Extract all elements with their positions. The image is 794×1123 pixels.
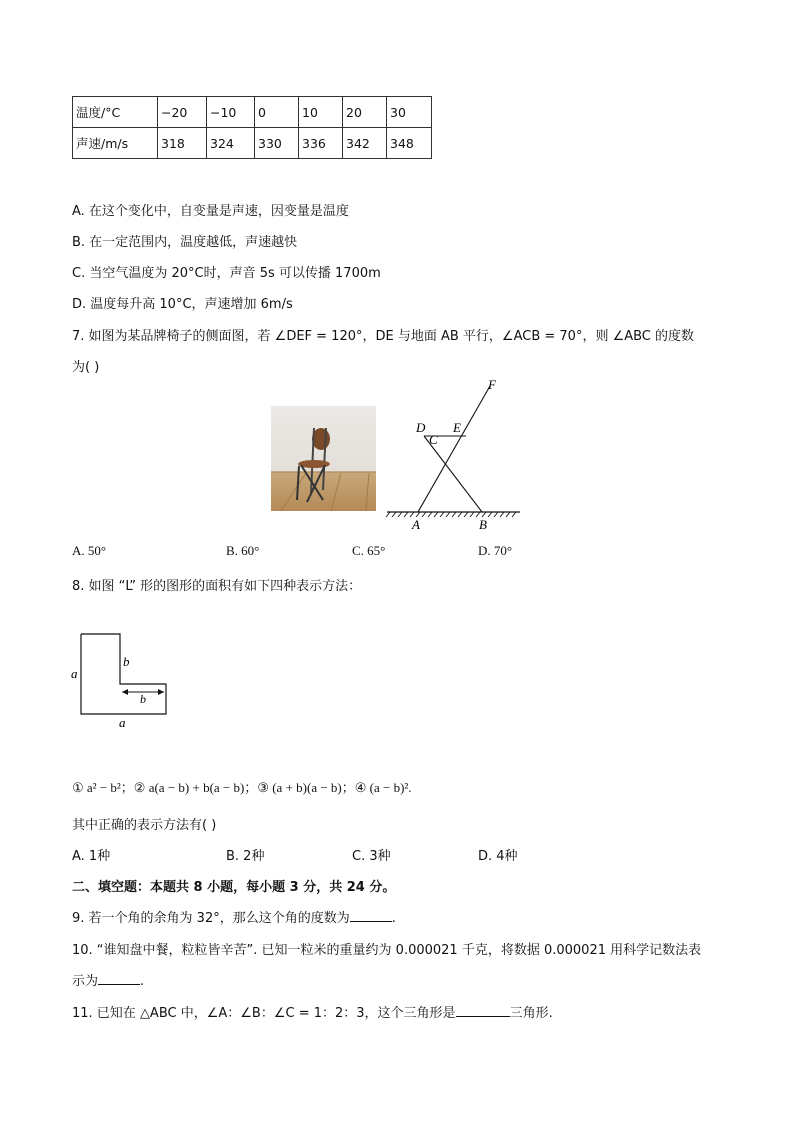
q8-option-a: A. 1种 <box>72 849 111 864</box>
q6-option-a: A. 在这个变化中，自变量是声速，因变量是温度 <box>72 204 349 219</box>
table-row <box>73 97 432 128</box>
answer-blank <box>456 1004 510 1017</box>
q10-text: 示为 <box>72 974 99 989</box>
q7-option-c: C. 65° <box>352 543 386 558</box>
q10-line1: 10. “谁知盘中餐，粒粒皆辛苦”. 已知一粒米的重量约为 0.000021 千克，将数据 0.000021 用科学记数法表 <box>72 943 702 958</box>
label-c: C <box>429 432 438 447</box>
table-row <box>73 128 432 159</box>
q8-option-b: B. 2种 <box>226 849 265 864</box>
q8-question: 其中正确的表示方法有( ) <box>72 818 217 833</box>
label-d: D <box>416 420 426 435</box>
q11 <box>72 1002 553 1021</box>
table-cell: 336 <box>299 128 343 159</box>
table-cell: 0 <box>255 97 299 128</box>
q7-stem-line1: 7. 如图为某品牌椅子的侧面图，若 ∠DEF = 120°，DE 与地面 AB 平行，∠ACB = 70°，则 ∠ABC 的度数 <box>72 329 695 344</box>
chair-geometry-figure <box>384 374 524 534</box>
answer-blank <box>350 909 392 922</box>
q8-option-c: C. 3种 <box>352 849 391 864</box>
q11-text: 11. 已知在 △ABC 中，∠A：∠B：∠C = 1：2：3，这个三角形是 <box>72 1006 456 1021</box>
q9-end: . <box>391 911 396 926</box>
label-a: A <box>412 517 420 532</box>
section-heading: 二、填空题：本题共 8 小题，每小题 3 分，共 24 分。 <box>72 880 396 895</box>
q9 <box>72 907 396 926</box>
table-cell: 温度/°C <box>73 97 158 128</box>
q8-expressions: ① a² − b²；② a(a − b) + b(a − b)；③ (a + b)(a − b)；④ (a − b)². <box>72 780 412 795</box>
label-e: E <box>453 420 461 435</box>
q10-line2 <box>72 970 144 989</box>
q6-option-c: C. 当空气温度为 20°C时，声音 5s 可以传播 1700m <box>72 266 381 281</box>
q11-end: 三角形. <box>509 1006 553 1021</box>
q8-stem: 8. 如图 “L” 形的图形的面积有如下四种表示方法： <box>72 579 362 594</box>
table-cell: 声速/m/s <box>73 128 158 159</box>
label-b: B <box>479 517 487 532</box>
q8-option-d: D. 4种 <box>478 849 518 864</box>
chair-photo <box>271 406 376 511</box>
q7-option-b: B. 60° <box>226 543 260 558</box>
label-b-vertical: b <box>123 654 130 669</box>
label-a-bottom: a <box>119 715 126 730</box>
table-cell: 30 <box>387 97 432 128</box>
q7-option-d: D. 70° <box>478 543 513 558</box>
table-cell: 324 <box>207 128 255 159</box>
q9-text: 9. 若一个角的余角为 32°，那么这个角的度数为 <box>72 911 350 926</box>
table-cell: 342 <box>343 128 387 159</box>
table-cell: 20 <box>343 97 387 128</box>
q7-stem-line2: 为( ) <box>72 360 100 375</box>
q7-option-a: A. 50° <box>72 543 107 558</box>
l-shape-figure <box>64 626 179 732</box>
answer-blank <box>98 972 140 985</box>
temperature-speed-table <box>72 96 432 159</box>
label-f: F <box>488 377 496 392</box>
label-a-left: a <box>71 666 78 681</box>
table-cell: 330 <box>255 128 299 159</box>
table-cell: −10 <box>207 97 255 128</box>
table-cell: −20 <box>158 97 207 128</box>
table-cell: 348 <box>387 128 432 159</box>
table-cell: 318 <box>158 128 207 159</box>
q10-end: . <box>140 974 145 989</box>
q6-option-b: B. 在一定范围内，温度越低，声速越快 <box>72 235 298 250</box>
label-b-horizontal: b <box>140 692 146 706</box>
table-cell: 10 <box>299 97 343 128</box>
q6-option-d: D. 温度每升高 10°C，声速增加 6m/s <box>72 297 293 312</box>
